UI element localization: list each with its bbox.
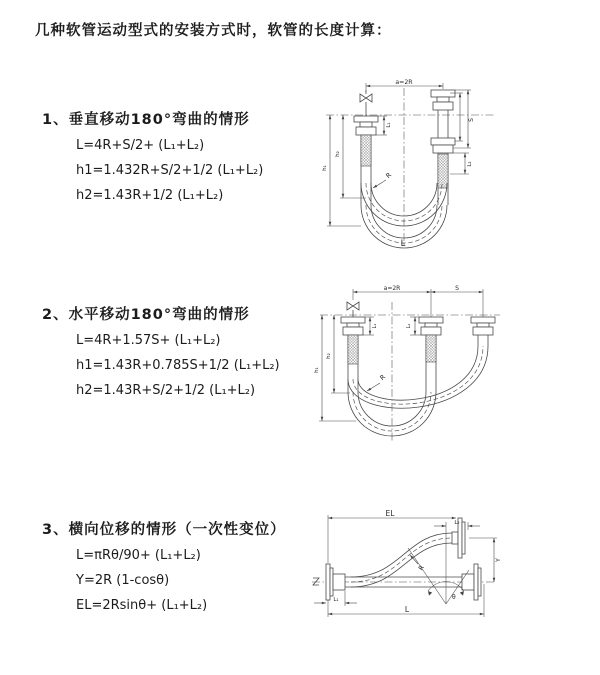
dim-label-a2r: a=2R: [383, 285, 401, 292]
dimension-l2: [450, 153, 473, 174]
dim-label-l1: L₁: [333, 597, 339, 603]
dim-label-s: S: [455, 285, 459, 292]
left-fitting: [354, 116, 378, 135]
formula-h1: h1=1.43R+0.785S+1/2 (L₁+L₂): [76, 358, 280, 373]
dim-label-l2: L₂: [467, 161, 473, 167]
dim-label-l1: L₁: [372, 323, 378, 329]
right-fitting: [471, 317, 495, 335]
section-1-formulas: [76, 133, 263, 208]
right-fitting-lower: [431, 138, 455, 153]
dim-label-l2: L₂: [406, 323, 412, 329]
radius-label: R: [378, 372, 388, 382]
right-lower-flange: [462, 564, 481, 600]
dim-label-y: Y: [494, 558, 502, 562]
section-1-heading: 1、垂直移动180°弯曲的情形: [42, 112, 250, 128]
dim-label-l2: L₂: [454, 520, 460, 526]
dim-label-l: L: [404, 605, 410, 614]
formula-y: Y=2R (1-cosθ): [76, 573, 170, 588]
section-3-heading: 3、横向位移的情形（一次性变位）: [42, 522, 286, 538]
diagram-vertical-180-bend: [316, 76, 506, 258]
radius-callout: [367, 373, 387, 391]
formula-h1: h1=1.432R+S/2+1/2 (L₁+L₂): [76, 163, 264, 178]
length-label: L: [400, 239, 406, 249]
radius-callout: [373, 171, 393, 188]
formula-h2: h2=1.43R+S/2+1/2 (L₁+L₂): [76, 383, 256, 398]
dimension-l: [328, 584, 484, 617]
dimension-h1: [322, 115, 361, 226]
section-2-heading: 2、水平移动180°弯曲的情形: [42, 307, 250, 323]
dimension-l2: [434, 520, 480, 530]
radius-label: R: [384, 170, 394, 180]
section-3-formulas: [76, 543, 286, 618]
formula-length: L=πRθ/90+ (L₁+L₂): [76, 548, 201, 563]
dim-label-h2: h₂: [335, 151, 341, 157]
dim-label-h1: h₁: [314, 367, 320, 373]
hose-s-curve: [351, 533, 452, 587]
formula-length: L=4R+S/2+ (L₁+L₂): [76, 138, 205, 153]
section-lateral-displacement: [42, 518, 286, 618]
formula-el: EL=2Rsinθ+ (L₁+L₂): [76, 598, 208, 613]
diagram-horizontal-180-bend: [314, 284, 506, 446]
formula-h2: h2=1.43R+1/2 (L₁+L₂): [76, 188, 224, 203]
valve-icon: [347, 302, 359, 317]
angle-label: θ: [452, 594, 456, 601]
dimension-s: [431, 285, 483, 293]
left-flange: [326, 564, 345, 600]
dimension-el: [328, 509, 456, 563]
dimension-l1: [314, 591, 357, 606]
page-title: 几种软管运动型式的安装方式时，软管的长度计算：: [35, 23, 392, 39]
section-vertical-movement: [42, 108, 263, 208]
dim-label-l1: L₁: [386, 122, 392, 128]
dim-label-el: EL: [385, 509, 395, 518]
dim-label-s: S: [468, 118, 475, 122]
dim-label-a2r: a=2R: [395, 79, 413, 86]
section-2-formulas: [76, 328, 280, 403]
dim-label-h2: h₂: [326, 353, 332, 359]
radius-label: R: [416, 563, 426, 573]
valve-icon: [360, 90, 372, 116]
section-horizontal-movement: [42, 303, 280, 403]
radius-callout: [410, 555, 426, 572]
dim-label-h1: h₁: [322, 165, 328, 171]
braid-section: [438, 154, 448, 188]
left-fitting: [341, 317, 365, 335]
dimension-a2r: [353, 285, 483, 317]
datum-mark: [313, 578, 319, 585]
formula-length: L=4R+1.57S+ (L₁+L₂): [76, 333, 221, 348]
diagram-lateral-displacement: [306, 506, 510, 628]
middle-fitting: [419, 317, 443, 335]
hose-u-bend-far: [348, 346, 488, 408]
